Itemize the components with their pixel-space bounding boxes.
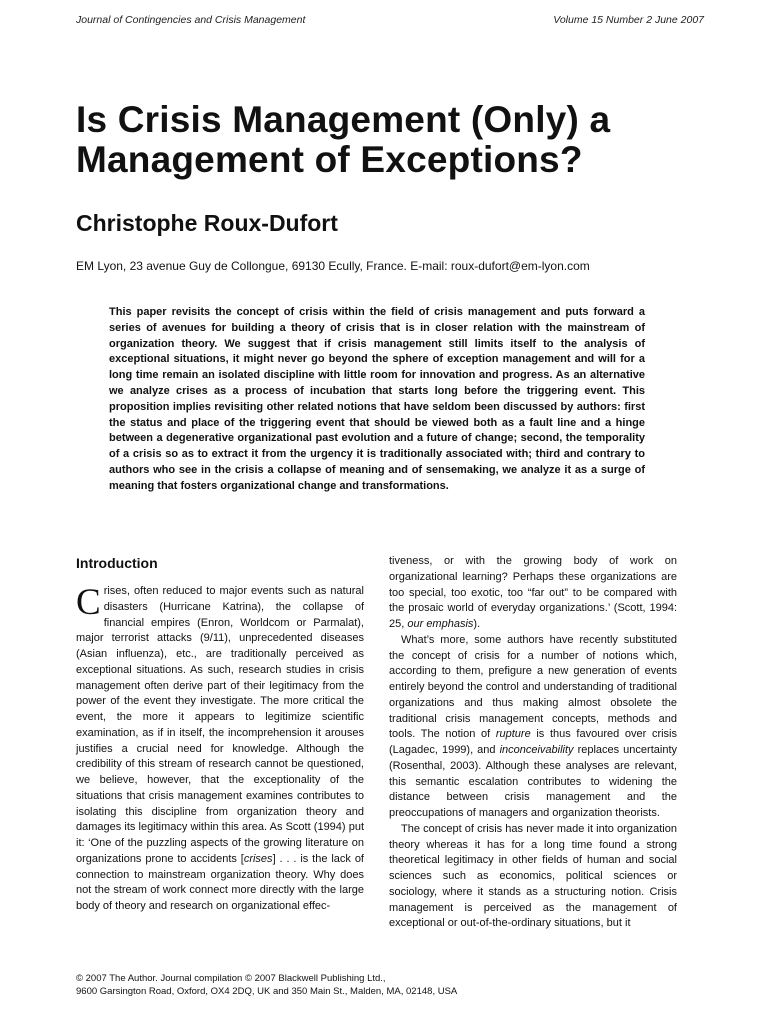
publisher-address: 9600 Garsington Road, Oxford, OX4 2DQ, UK and 350 Main St., Malden, MA, 02148, USA <box>76 986 458 997</box>
copyright-line: © 2007 The Author. Journal compilation © 2007 Blackwell Publishing Ltd., <box>76 973 386 984</box>
intro-paragraph-1-text: rises, often reduced to major events such as natural disasters (Hurricane Katrina), the collapse of financial empires (Enron, Worldcom or Parmalat), major terrorist attacks (9/11), unprecedented diseases (Asian influenza), etc., are traditionally perceived as exceptional situations. As such, research studies in crisis management often derive part of their legitimacy from the power of the event they investigate. The more critical the event, the more it appears to legitimize scientific examination, as if in itself, the incomprehension it arouses justifies a crucial need for knowledge. Although the credibility of this stream of research cannot be questioned, we believe, however, that the exceptionality of the situations that crisis management examines contributes to isolating this discipline from organization theory and damages its legitimacy within this area. As Scott (1994) put it: ‘One of the puzzling aspects of the growing literature on organizations prone to accidents [ <box>76 585 364 865</box>
author-affiliation: EM Lyon, 23 avenue Guy de Collongue, 69130 Ecully, France. E-mail: roux-dufort@em-lyon.com <box>76 259 590 273</box>
abstract: This paper revisits the concept of crisis within the field of crisis management and puts forward a series of avenues for building a theory of crisis that is in closer relation with the mainstream of organization theory. We suggest that if crisis management still limits itself to the analysis of exceptional situations, it might never go beyond the sphere of exception management and will for a long time remain an isolated discipline with little room for innovation and progress. As an alternative we analyze crises as a process of incubation that starts long before the triggering event. This proposition implies revisiting other related notions that have seldom been discussed by authors: first the status and place of the triggering event that should be viewed both as a fault line and a hinge between a degenerative organizational past evolution and a future of change; second, the temporality of a crisis so as to extract it from the urgency it is traditionally associated with; third and contrary to authors who see in the crisis a collapse of meaning and of sensemaking, we analyze it as a surge of meaning that fosters organizational change and transformations. <box>109 306 645 492</box>
right-column <box>389 554 677 932</box>
left-column <box>76 554 364 915</box>
right-paragraph-1 <box>389 554 677 633</box>
intro-paragraph-1 <box>76 584 364 915</box>
right-paragraph-3: The concept of crisis has never made it into organization theory whereas it has for a long time found a strong theoretical legitimacy in other fields of human and social sciences such as economics, political sciences or sociology, where it stands as a structuring notion. Crisis management is perceived as the management of exceptional or out-of-the-ordinary situations, but it <box>389 822 677 930</box>
right-paragraph-1-end: ). <box>473 618 481 630</box>
right-paragraph-2-a: What’s more, some authors have recently substituted the concept of crisis for a number of notions which, according to them, prefigure a new generation of events entirely beyond the control and understanding of traditional organizations and thus making almost obsolete the traditional crisis management concepts, methods and tools. The notion of <box>389 633 677 741</box>
copyright-footer <box>76 972 457 998</box>
author-name: Christophe Roux-Dufort <box>76 210 338 236</box>
section-heading-introduction: Introduction <box>76 555 158 571</box>
right-paragraph-1-text: tiveness, or with the growing body of work on organizational learning? Perhaps these organizations are too special, too exotic, too “far out” to be compared with the prosaic world of everyday organizations.’ (Scott, 1994: 25, <box>389 555 677 630</box>
running-head <box>76 14 704 30</box>
right-paragraph-2-b: is thus favoured over crisis (Lagadec, 1999), and <box>389 728 677 756</box>
right-emphasis-our: our emphasis <box>407 618 474 630</box>
intro-paragraph-1-end: ] . . . is the lack of connection to mainstream organization theory. Why does not the stream of work connect more directly with the large body of theory and research on organizational effec- <box>76 852 364 912</box>
journal-name: Journal of Contingencies and Crisis Management <box>76 14 306 26</box>
intro-emphasis-crises: crises <box>243 852 273 865</box>
right-paragraph-2 <box>389 633 677 822</box>
dropcap: C <box>76 582 101 623</box>
right-paragraph-2-c: replaces uncertainty (Rosenthal, 2003). Although these analyses are relevant, this semantic escalation contributes to widening the distance between crisis management and the preoccupations of managers and organization theorists. <box>389 744 677 819</box>
right-emphasis-inconceivability: inconceivability <box>499 744 574 756</box>
volume-info: Volume 15 Number 2 June 2007 <box>553 14 704 26</box>
right-emphasis-rupture: rupture <box>495 728 531 741</box>
paper-title: Is Crisis Management (Only) a Management of Exceptions? <box>76 99 611 180</box>
